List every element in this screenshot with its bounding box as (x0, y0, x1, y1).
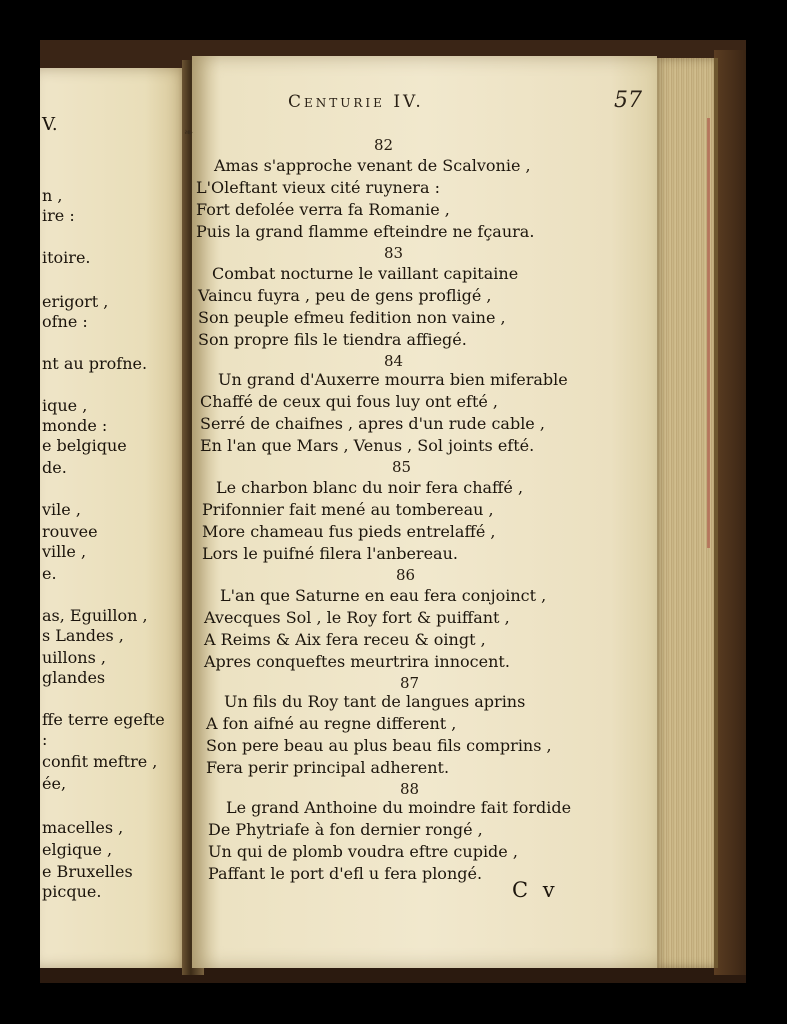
verse-line: Apres conqueftes meurtrira innocent. (204, 652, 510, 671)
book-photo (40, 40, 746, 983)
left-line: elgique , (42, 840, 113, 859)
verse-line: En l'an que Mars , Venus , Sol joints efté. (200, 436, 535, 455)
verse-line: Lors le puifné filera l'anbereau. (202, 544, 458, 563)
verse-line: Son propre fils le tiendra affiegé. (198, 330, 467, 349)
running-head: Centurie IV. (288, 92, 424, 112)
left-line: picque. (42, 882, 102, 901)
left-line: V. (42, 114, 58, 135)
verse-line: Son peuple efmeu fedition non vaine , (198, 308, 506, 327)
verse-line: Un qui de plomb voudra eftre cupide , (208, 842, 518, 861)
quatrain-number: 88 (400, 780, 420, 798)
book-cover-board (714, 50, 746, 975)
left-line: e belgique (42, 436, 127, 455)
verse-line: Amas s'approche venant de Scalvonie , (214, 156, 531, 175)
left-line: macelles , (42, 818, 124, 837)
verse-line: Prifonnier fait mené au tombereau , (202, 500, 494, 519)
signature-mark: C v (512, 878, 559, 902)
left-line: ville , (42, 542, 87, 561)
quatrain-number: 84 (384, 352, 404, 370)
left-line: monde : (42, 416, 108, 435)
left-line: e. (42, 564, 57, 583)
verse-line: Fort defolée verra fa Romanie , (196, 200, 450, 219)
verse-line: De Phytriafe à fon dernier rongé , (208, 820, 483, 839)
left-line: de. (42, 458, 67, 477)
verse-line: Fera perir principal adherent. (206, 758, 450, 777)
left-line: ée, (42, 774, 67, 793)
left-line: s Landes , (42, 626, 124, 645)
verse-line: More chameau fus pieds entrelaffé , (202, 522, 496, 541)
left-line: erigort , (42, 292, 109, 311)
left-line: ique , (42, 396, 88, 415)
left-line: e Bruxelles (42, 862, 133, 881)
left-line: confit meftre , (42, 752, 158, 771)
left-line: vile , (42, 500, 81, 519)
left-line: uillons , (42, 648, 106, 667)
left-line: n , (42, 186, 63, 205)
left-line: ofne : (42, 312, 88, 331)
verse-line: A Reims & Aix fera receu & oingt , (204, 630, 486, 649)
left-line: : (42, 730, 48, 749)
quatrain-number: 83 (384, 244, 404, 262)
left-line: nt au profne. (42, 354, 148, 373)
quatrain-number: 82 (374, 136, 394, 154)
quatrain-number: 87 (400, 674, 420, 692)
left-page (40, 68, 190, 968)
left-line: ire : (42, 206, 75, 225)
page-number: 57 (614, 88, 642, 113)
verse-line: Chaffé de ceux qui fous luy ont efté , (200, 392, 499, 411)
verse-line: Le charbon blanc du noir fera chaffé , (216, 478, 524, 497)
left-line: ffe terre egefte (42, 710, 165, 729)
verse-line: Paffant le port d'efl u fera plongé. (208, 864, 483, 883)
page-block-edge (652, 58, 718, 968)
verse-line: Combat nocturne le vaillant capitaine (212, 264, 519, 283)
left-line: itoire. (42, 248, 91, 267)
left-line: rouvee (42, 522, 98, 541)
verse-line: L'Oleftant vieux cité ruynera : (196, 178, 440, 197)
left-line: as, Eguillon , (42, 606, 148, 625)
left-line: glandes (42, 668, 106, 687)
verse-line: Serré de chaifnes , apres d'un rude cable , (200, 414, 545, 433)
verse-line: Son pere beau au plus beau fils comprins , (206, 736, 552, 755)
verse-line: Vaincu fuyra , peu de gens profligé , (198, 286, 492, 305)
quatrain-number: 85 (392, 458, 412, 476)
verse-line: A fon aifné au regne different , (206, 714, 457, 733)
printers-ornament-icon: ❧ (184, 126, 194, 139)
verse-line: L'an que Saturne en eau fera conjoinct , (220, 586, 547, 605)
verse-line: Puis la grand flamme efteindre ne fçaura. (196, 222, 535, 241)
verse-line: Un fils du Roy tant de langues aprins (224, 692, 526, 711)
verse-line: Un grand d'Auxerre mourra bien miferable (218, 370, 568, 389)
quatrain-number: 86 (396, 566, 416, 584)
verse-line: Le grand Anthoine du moindre fait fordide (226, 798, 572, 817)
verse-line: Avecques Sol , le Roy fort & puiffant , (204, 608, 510, 627)
